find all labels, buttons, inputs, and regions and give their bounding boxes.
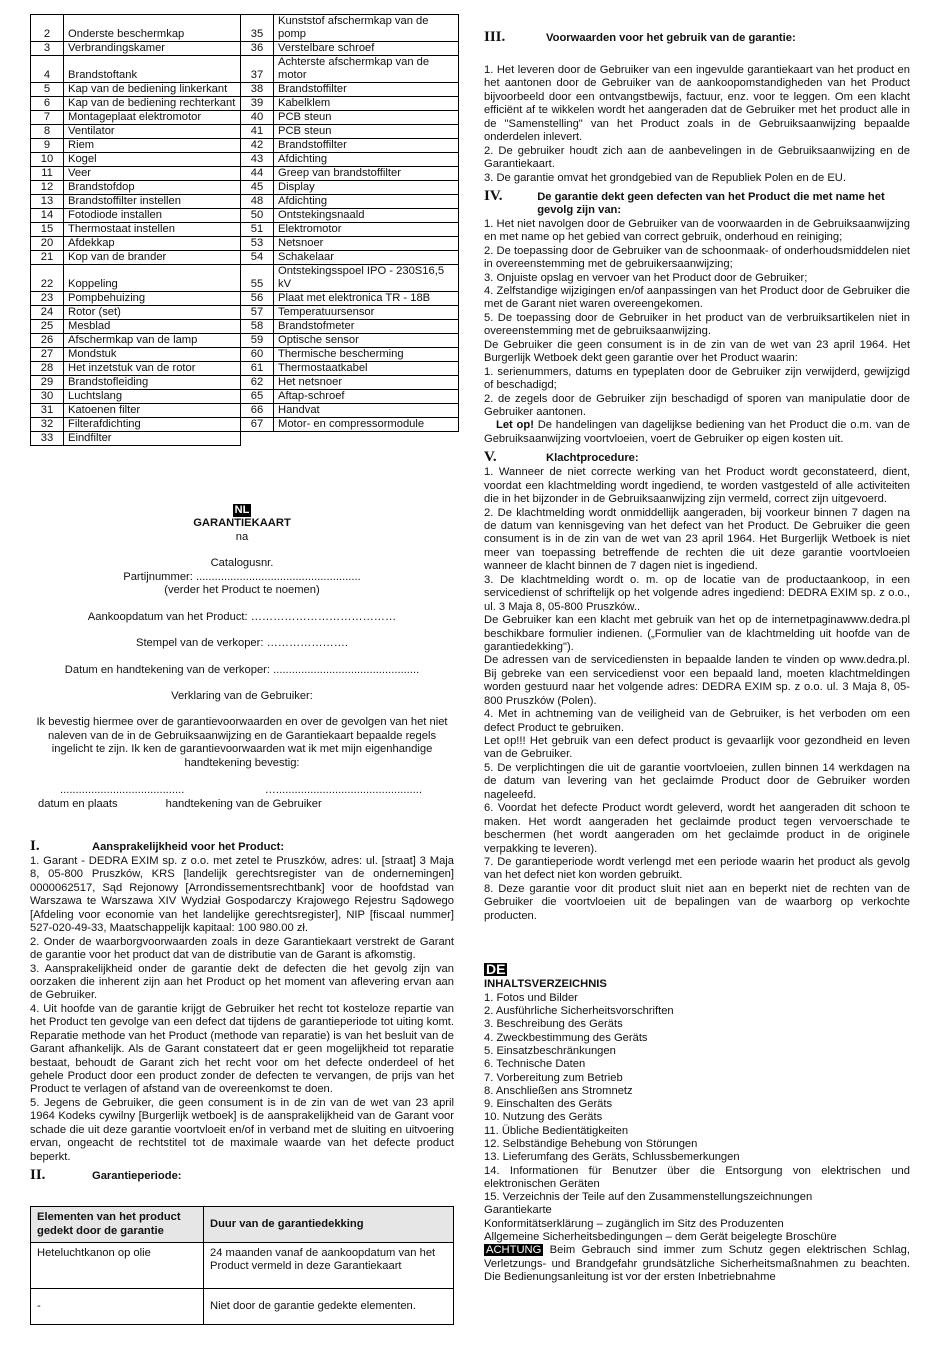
declaration-text: Ik bevestig hiermee over de garantievoorwaarden en over de gevolgen van het niet naleven van de in de Gebruiksaanwijzing en de Garantiekaart bepaalde regels ingelicht te zijn. Ik ken de garantievoorwaarden wat ik met mijn eigenhandige handtekening bevestig: (36, 716, 448, 769)
table-row (31, 418, 459, 432)
table-cell: Schakelaar (274, 251, 459, 265)
table-cell: 45 (241, 181, 274, 195)
table-cell: 5 (31, 83, 64, 97)
table-cell: Thermostaat instellen (64, 223, 241, 237)
table-cell: 24 (31, 306, 64, 320)
table-cell: Kop van de brander (64, 251, 241, 265)
table-cell: Plaat met elektronica TR - 18B (274, 292, 459, 306)
table-cell: Aftap-schroef (274, 390, 459, 404)
language-badge-nl: NL (234, 504, 250, 516)
table-row (31, 404, 459, 418)
table-row (31, 209, 459, 223)
table-header: Duur van de garantiedekking (204, 1207, 454, 1243)
product-note: (verder het Product te noemen) (164, 584, 320, 597)
table-cell: 28 (31, 362, 64, 376)
table-cell: 58 (241, 320, 274, 334)
paragraph: 4. Met in achtneming van de veiligheid van de Gebruiker, is het verboden om een defect Product te gebruiken. (484, 708, 910, 734)
table-cell: 13 (31, 195, 64, 209)
paragraph: 5. De toepassing door de Gebruiker in het product van de verbruiksartikelen niet in overeenstemming met de gebruiksaanwijzing. (484, 311, 910, 338)
paragraph: 2. De gebruiker houdt zich aan de aanbevelingen in de Gebruiksaanwijzing en de Garantiekaart. (484, 144, 910, 171)
paragraph: 2. De klachtmelding wordt onmiddellijk aangeraden, bij voorkeur binnen 7 dagen na de datum van kennisgeving van het defect van het Product. De Gebruiker die geen consument is in de zin van de wet van 23 april 1964. Het Burgerlijk Wetboek is niet meer van toepassing betreffende de rechten die uit deze garantie voortvloeien wanneer de klacht binnen de 7 dagen niet is ingediend. (484, 506, 910, 573)
table-cell: Heteluchtkanon op olie (31, 1242, 204, 1288)
table-cell: Mondstuk (64, 348, 241, 362)
table-cell: Kap van de bediening rechterkant (64, 97, 241, 111)
declaration-title: Verklaring van de Gebruiker: (171, 689, 313, 702)
toc-item: 14. Informationen für Benutzer über die Entsorgung von elektrischen und elektronischen Geräten (484, 1164, 910, 1190)
table-cell: Ontstekingsspoel IPO - 230S16,5 kV (274, 265, 459, 292)
table-cell: Afdichting (274, 195, 459, 209)
table-cell: Kabelklem (274, 97, 459, 111)
table-cell: 66 (241, 404, 274, 418)
table-row (31, 83, 459, 97)
batch-number: Partijnummer: ..................................................... (123, 570, 361, 583)
table-cell: 21 (31, 251, 64, 265)
table-cell: Kunststof afschermkap van de pomp (274, 15, 459, 42)
table-cell: 9 (31, 139, 64, 153)
table-cell: 56 (241, 292, 274, 306)
table-row (31, 15, 459, 42)
table-cell: 67 (241, 418, 274, 432)
table-cell: Brandstofmeter (274, 320, 459, 334)
table-cell: Ventilator (64, 125, 241, 139)
paragraph: 8. Deze garantie voor dit product sluit niet aan en beperkt niet de rechten van de Gebruiker die voortvloeien uit de bepalingen van de waarborg op verkochte producten. (484, 882, 910, 922)
paragraph: 1. Het leveren door de Gebruiker van een ingevulde garantiekaart van het product en het aantonen door de Gebruiker van de aankoopomstandigheden van het Product bijvoorbeeld door een ontvangstbewijs, factuur, enz. voor te leggen. Om een klacht efficiënt af te wikkelen wordt het aangeraden dat de Gebruiker met het product alle in de "Samenstelling" van het Product zoals in de Gebruiksaanwijzing bepaalde onderdelen inlevert. (484, 64, 910, 144)
table-cell: 55 (241, 265, 274, 292)
table-cell: Montageplaat elektromotor (64, 111, 241, 125)
toc-item: 2. Ausführliche Sicherheitsvorschriften (484, 1005, 674, 1018)
table-cell (241, 432, 274, 446)
paragraph: 5. Jegens de Gebruiker, die geen consument is in de zin van de wet van 23 april 1964 Kodeks cywilny [Burgerlijk wetboek] is de aansprakelijkheid van de Garant voor schade die uit deze garantie voortvloeit en/of in verband met de sluiting en uitvoering ervan, ongeacht de rechtstitel tot de maximale waarde van het defecte product beperkt. (30, 1096, 454, 1163)
table-cell: 8 (31, 125, 64, 139)
paragraph: 1. Garant - DEDRA EXIM sp. z o.o. met zetel te Pruszków, adres: ul. [straat] 3 Maja 8, 05-800 Pruszków, KRS [landelijk gerechtsregister van de ondernemingen] 0000062517, Sąd Rejonowy [Arrondissementsrechtbank] voor de hoofdstad van Warszawa te Warszawa XIV Wydział Gospodarczy Krajowego Rejestru Sądowego [Afdeling voor economie van het landelijke gerechtsregister], NIP [fiscaal nummer] 527-020-49-33, Maatschappelijk kapitaal: 100 980.00 zł. (30, 855, 454, 935)
table-cell: 59 (241, 334, 274, 348)
table-cell: Afdekkap (64, 237, 241, 251)
table-cell: Optische sensor (274, 334, 459, 348)
table-cell: Onderste beschermkap (64, 15, 241, 42)
table-cell: Handvat (274, 404, 459, 418)
section-1-number: I. (30, 838, 40, 854)
user-signature-label: handtekening van de Gebruiker (165, 797, 322, 810)
card-title: GARANTIEKAART (193, 517, 291, 530)
paragraph: 5. De verplichtingen die uit de garantie voortvloeien, zullen binnen 14 werkdagen na de datum van levering van het geclaimde Product door de Gebruiker worden nageleefd. (484, 761, 910, 801)
table-cell: Brandstoffilter (274, 83, 459, 97)
table-cell: Katoenen filter (64, 404, 241, 418)
table-header: Elementen van het product gedekt door de garantie (31, 1207, 204, 1243)
table-cell: 26 (31, 334, 64, 348)
paragraph: 2. de zegels door de Gebruiker zijn beschadigd of sporen van manipulatie door de Gebruiker aantonen. (484, 392, 910, 418)
seller-signature: Datum en handtekening van de verkoper: ............................................... (64, 663, 420, 676)
warranty-period-table (30, 1206, 454, 1325)
table-row (31, 306, 459, 320)
table-cell: Thermische bescherming (274, 348, 459, 362)
de-contents (484, 963, 910, 1284)
table-row (31, 376, 459, 390)
toc-item: 9. Einschalten des Geräts (484, 1098, 613, 1111)
table-cell: 39 (241, 97, 274, 111)
section-4-warning: Let op! De handelingen van dagelijkse bediening van het Product die o.m. van de Gebruiksaanwijzing voortvloeien, voert de Gebruiker op eigen kosten uit. (484, 419, 910, 445)
table-row (31, 334, 459, 348)
achtung-text: Beim Gebrauch sind immer zum Schutz gegen elektrischen Schlag, Verletzungs- und Brandgefahr grundsätzliche Sicherheitsmaßnahmen zu beachten. Die Bedienungsanleitung ist vor der ersten Inbetriebnahme (484, 1244, 911, 1283)
table-cell: Brandstoffilter (274, 139, 459, 153)
toc-item: Allgemeine Sicherheitsbedingungen – dem Gerät beigelegte Broschüre (484, 1231, 837, 1244)
table-cell: Mesblad (64, 320, 241, 334)
paragraph: 6. Voordat het defecte Product wordt geleverd, wordt het aangeraden dit schoon te maken. Het wordt aangeraden het geclaimde product tegen vervoerschade te beschermen (het wordt aangeraden om het geclaimde product in de originele verpakking te leveren). (484, 802, 910, 855)
table-cell: Niet door de garantie gedekte elementen. (204, 1288, 454, 1324)
table-cell: 31 (31, 404, 64, 418)
paragraph: 2. De toepassing door de Gebruiker van de schoonmaak- of onderhoudsmiddelen niet in overeenstemming met de gebruikersaanwijzing; (484, 244, 910, 271)
table-row (31, 153, 459, 167)
table-cell: 7 (31, 111, 64, 125)
table-cell: 35 (241, 15, 274, 42)
toc-item: 7. Vorbereitung zum Betrieb (484, 1071, 623, 1084)
paragraph: 1. serienummers, datums en typeplaten door de Gebruiker zijn verwijderd, gewijzigd of beschadigd; (484, 365, 910, 392)
table-cell: 22 (31, 265, 64, 292)
table-cell: Ontstekingsnaald (274, 209, 459, 223)
table-row (31, 195, 459, 209)
table-cell: Fotodiode installen (64, 209, 241, 223)
toc-item: 11. Übliche Bedientätigkeiten (484, 1124, 629, 1137)
section-2-title: Garantieperiode: (92, 1170, 182, 1183)
table-cell: PCB steun (274, 111, 459, 125)
table-row (31, 362, 459, 376)
table-cell: Achterste afschermkap van de motor (274, 56, 459, 83)
table-cell: 27 (31, 348, 64, 362)
table-cell: 54 (241, 251, 274, 265)
table-cell: 29 (31, 376, 64, 390)
table-cell: 3 (31, 42, 64, 56)
paragraph: Let op!!! Het gebruik van een defect product is gevaarlijk voor gezondheid en leven van de Gebruiker. (484, 735, 910, 761)
table-cell: Kogel (64, 153, 241, 167)
paragraph: 3. De klachtmelding wordt o. m. op de locatie van de productaankoop, in een servicedienst of schriftelijk op het volgende adres ingediend: DEDRA EXIM sp. z o.o., ul. 3 Maja 8, 05-800 Pruszków.. (484, 573, 910, 613)
paragraph: 1. Wanneer de niet correcte werking van het Product wordt geconstateerd, dient, voordat een klachtmelding wordt ingediend, te worden vastgesteld of alle activiteiten die in het bijzonder in de Gebruiksaanwijzing zijn vermeld, correct zijn uitgevoerd. (484, 466, 910, 506)
table-cell: Brandstoffilter instellen (64, 195, 241, 209)
table-cell: 20 (31, 237, 64, 251)
table-cell: 44 (241, 167, 274, 181)
table-cell: 50 (241, 209, 274, 223)
table-row (31, 139, 459, 153)
table-cell: Netsnoer (274, 237, 459, 251)
table-row (31, 320, 459, 334)
paragraph: 3. De garantie omvat het grondgebied van de Republiek Polen en de EU. (484, 171, 846, 184)
table-cell: Pompbehuizing (64, 292, 241, 306)
table-row (31, 42, 459, 56)
parts-table (30, 14, 459, 446)
table-row (31, 125, 459, 139)
table-cell: Luchtslang (64, 390, 241, 404)
section-5-number: V. (484, 449, 497, 466)
table-cell: Filterafdichting (64, 418, 241, 432)
table-cell: Greep van brandstoffilter (274, 167, 459, 181)
table-cell: 51 (241, 223, 274, 237)
table-cell: Motor- en compressormodule (274, 418, 459, 432)
table-cell: 33 (31, 432, 64, 446)
toc-item: 5. Einsatzbeschränkungen (484, 1044, 616, 1057)
table-cell: 38 (241, 83, 274, 97)
table-cell: 32 (31, 418, 64, 432)
table-row (31, 111, 459, 125)
table-cell (274, 432, 459, 446)
table-row (31, 251, 459, 265)
table-cell: Display (274, 181, 459, 195)
toc-item: Konformitätserklärung – zugänglich im Sitz des Produzenten (484, 1217, 784, 1230)
table-row (31, 292, 459, 306)
seller-stamp: Stempel van de verkoper: …………………. (135, 637, 348, 650)
toc-item: 6. Technische Daten (484, 1058, 586, 1071)
card-na: na (235, 530, 249, 543)
toc-item: 1. Fotos und Bilder (484, 991, 578, 1004)
warning-label: Let op! (496, 419, 534, 432)
table-cell: Eindfilter (64, 432, 241, 446)
table-cell: 40 (241, 111, 274, 125)
table-cell: 14 (31, 209, 64, 223)
table-cell: 60 (241, 348, 274, 362)
table-cell: Riem (64, 139, 241, 153)
table-cell: Thermostaatkabel (274, 362, 459, 376)
paragraph: De adressen van de servicediensten in bepaalde landen te vinden op www.dedra.pl. Bij gebreke van een servicedienst voor een bepaald land, moeten klachtmeldingen worden gestuurd naar het volgende adres: DEDRA EXIM sp. z o.o. ul. 3 Maja 8, 05-800 Pruszków (Polen). (484, 654, 910, 707)
paragraph: 7. De garantieperiode wordt verlengd met een periode waarin het product als gevolg van het defect niet kon worden gebruikt. (484, 855, 910, 882)
table-cell: Verstelbare schroef (274, 42, 459, 56)
table-cell: 2 (31, 15, 64, 42)
toc-item: 3. Beschreibung des Geräts (484, 1018, 623, 1031)
paragraph: De Gebruiker die geen consument is in de zin van de wet van 23 april 1964. Het Burgerlijk Wetboek dekt geen garantie over het Product waarin: (484, 338, 910, 365)
table-cell: Brandstoftank (64, 56, 241, 83)
table-cell: PCB steun (274, 125, 459, 139)
table-cell: 36 (241, 42, 274, 56)
catalog-number: Catalogusnr. (210, 557, 274, 570)
warranty-card (30, 504, 454, 811)
table-cell: 37 (241, 56, 274, 83)
signature-line-right: …............................................... (264, 784, 422, 797)
table-cell: 4 (31, 56, 64, 83)
section-1 (30, 837, 454, 1325)
paragraph: De Gebruiker kan een klacht met gebruik van het op de internetpaginawww.dedra.pl beschikbare formulier indienen. („Formulier van de klachtmelding uit hoofde van de garantiedekking"). (484, 614, 910, 653)
table-cell: Het netsnoer (274, 376, 459, 390)
toc-item: 15. Verzeichnis der Teile auf den Zusammenstellungszeichnungen (484, 1191, 813, 1204)
paragraph: 4. Uit hoofde van de garantie krijgt de Gebruiker het recht tot kosteloze repartie van het Product ten gevolge van een defect dat tijdens de garantieperiode tot uiting komt. Reparatie methode van het Product (methode van reparatie) is van het besluit van de Garant afhankelijk. Als de Garant constateert dat er geen mogelijkheid tot reparatie bestaat, behoudt de Garant zich het recht voor om het defecte onderdeel of het gehele Product door een product zonder de defecten te vervangen, de prijs van het Product te verlagen of afstand van de overeenkomst te doen. (30, 1002, 454, 1096)
toc-item: Garantiekarte (484, 1204, 552, 1217)
table-row (31, 97, 459, 111)
table-row (31, 181, 459, 195)
table-cell: Brandstofleiding (64, 376, 241, 390)
table-cell: 62 (241, 376, 274, 390)
section-5-title: Klachtprocedure: (546, 452, 639, 465)
achtung-label: ACHTUNG (486, 1244, 542, 1257)
table-cell: 57 (241, 306, 274, 320)
section-3-header (484, 28, 910, 46)
section-3-title: Voorwaarden voor het gebruik van de garantie: (546, 32, 796, 44)
table-cell: Verbrandingskamer (64, 42, 241, 56)
table-cell: 43 (241, 153, 274, 167)
toc-item: 8. Anschließen ans Stromnetz (484, 1084, 633, 1097)
paragraph: 1. Het niet navolgen door de Gebruiker van de voorwaarden in de Gebruiksaanwijzing en met name op het gebied van correct gebruik, onderhoud en reiniging; (484, 217, 910, 244)
section-2-number: II. (30, 1167, 46, 1184)
table-cell: 42 (241, 139, 274, 153)
toc-title: INHALTSVERZEICHNIS (484, 978, 607, 991)
table-row (31, 223, 459, 237)
table-cell: Afdichting (274, 153, 459, 167)
table-cell: 12 (31, 181, 64, 195)
table-row (31, 432, 459, 446)
table-row (31, 265, 459, 292)
table-cell: Elektromotor (274, 223, 459, 237)
section-4-title: De garantie dekt geen defecten van het Product die met name het gevolg zijn van: (537, 190, 885, 217)
signature-line-left: ........................................ (60, 784, 185, 797)
table-cell: 10 (31, 153, 64, 167)
left-column (30, 14, 454, 1325)
table-cell: Temperatuursensor (274, 306, 459, 320)
right-column (484, 28, 910, 1284)
place-date-label: datum en plaats (38, 797, 118, 810)
paragraph: 3. Aansprakelijkheid onder de garantie dekt de defecten die het gevolg zijn van oorzaken die inherent zijn aan het Product op het moment van aflevering ervan aan de Gebruiker. (30, 962, 454, 1002)
toc-item: 12. Selbständige Behebung von Störungen (484, 1137, 698, 1150)
paragraph: 2. Onder de waarborgvoorwaarden zoals in deze Garantiekaart verstrekt de Garant de garantie voor het product dat van de distributie van de Garant is afkomstig. (30, 935, 454, 962)
toc-item: 13. Lieferumfang des Geräts, Schlussbemerkungen (484, 1151, 740, 1164)
table-cell: 53 (241, 237, 274, 251)
toc-item: 4. Zweckbestimmung des Geräts (484, 1031, 648, 1044)
toc-item: 10. Nutzung des Geräts (484, 1111, 603, 1124)
table-cell: 11 (31, 167, 64, 181)
table-cell: 41 (241, 125, 274, 139)
table-cell: 65 (241, 390, 274, 404)
section-3-number: III. (484, 29, 506, 45)
table-cell: Veer (64, 167, 241, 181)
table-cell: 6 (31, 97, 64, 111)
table-cell: 23 (31, 292, 64, 306)
table-cell: 30 (31, 390, 64, 404)
table-row (31, 237, 459, 251)
table-cell: 48 (241, 195, 274, 209)
table-row (31, 390, 459, 404)
table-row (31, 56, 459, 83)
section-4-number: IV. (484, 187, 503, 204)
table-cell: Rotor (set) (64, 306, 241, 320)
table-cell: 24 maanden vanaf de aankoopdatum van het Product vermeld in deze Garantiekaart (204, 1242, 454, 1288)
paragraph: 3. Onjuiste opslag en vervoer van het Product door de Gebruiker; (484, 271, 808, 284)
purchase-date: Aankoopdatum van het Product: ………………………………… (87, 610, 397, 623)
table-cell: - (31, 1288, 204, 1324)
section-5-header (484, 448, 910, 466)
paragraph: 4. Zelfstandige wijzigingen en/of aanpassingen van het Product door de Gebruiker die met de Garant niet waren overeengekomen. (484, 285, 910, 311)
language-badge-de: DE (486, 961, 506, 978)
table-cell: Brandstofdop (64, 181, 241, 195)
table-cell: Kap van de bediening linkerkant (64, 83, 241, 97)
table-cell: Afschermkap van de lamp (64, 334, 241, 348)
table-cell: 15 (31, 223, 64, 237)
table-cell: Het inzetstuk van de rotor (64, 362, 241, 376)
table-cell: 25 (31, 320, 64, 334)
table-cell: 61 (241, 362, 274, 376)
section-4-header (484, 187, 910, 218)
section-1-title: Aansprakelijkheid voor het Product: (92, 841, 285, 853)
table-cell: Koppeling (64, 265, 241, 292)
table-row (31, 348, 459, 362)
table-row (31, 167, 459, 181)
